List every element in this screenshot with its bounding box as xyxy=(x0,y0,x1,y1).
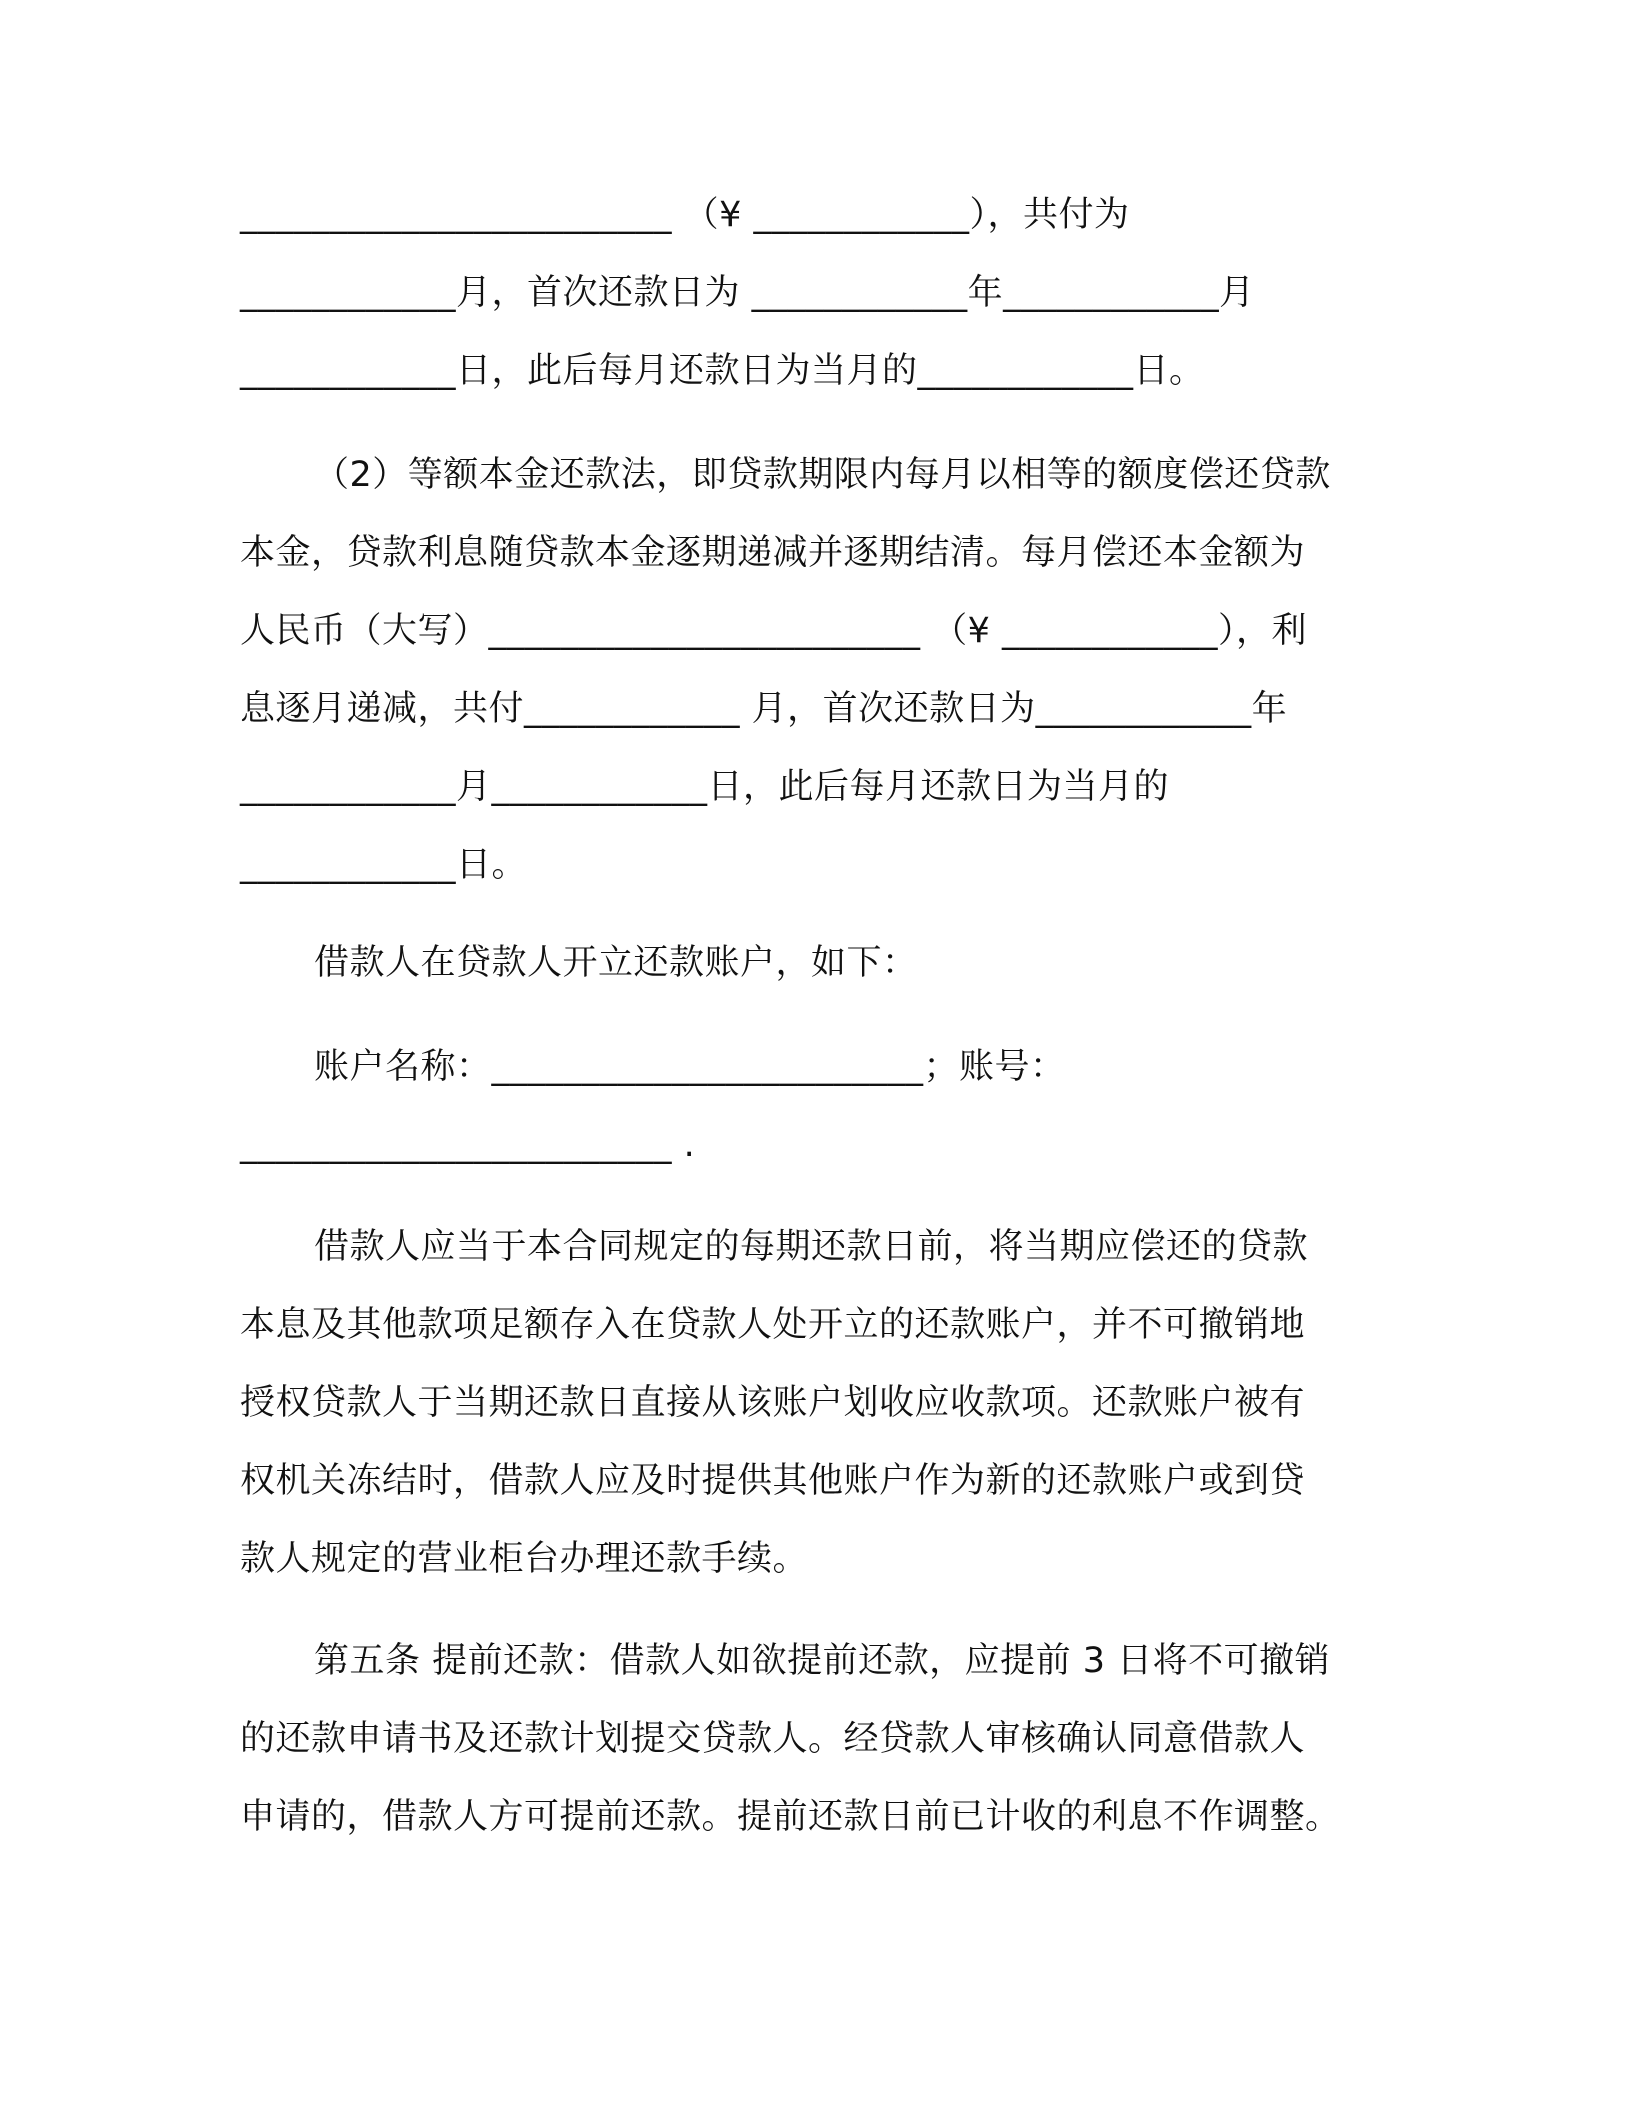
text-line: ____________日。 xyxy=(240,845,528,885)
text-line: ____________月，首次还款日为 ____________年____________月 xyxy=(240,273,1255,313)
text-line: 借款人在贷款人开立还款账户，如下： xyxy=(314,943,918,983)
text-line: 权机关冻结时，借款人应及时提供其他账户作为新的还款账户或到贷 xyxy=(240,1461,1306,1501)
text-line: （2）等额本金还款法，即贷款期限内每月以相等的额度偿还贷款 xyxy=(314,455,1331,495)
text-line: ____________月____________日，此后每月还款日为当月的 xyxy=(240,767,1170,807)
text-line: 息逐月递减，共付____________ 月，首次还款日为____________年 xyxy=(240,689,1288,729)
text-line: 第五条 提前还款：借款人如欲提前还款，应提前 3 日将不可撤销 xyxy=(314,1641,1331,1681)
text-line: 本息及其他款项足额存入在贷款人处开立的还款账户，并不可撤销地 xyxy=(240,1305,1306,1345)
text-line: 账户名称：________________________；账号： xyxy=(314,1047,1066,1087)
text-line: 的还款申请书及还款计划提交贷款人。经贷款人审核确认同意借款人 xyxy=(240,1719,1306,1759)
text-line: 授权贷款人于当期还款日直接从该账户划收应收款项。还款账户被有 xyxy=(240,1383,1306,1423)
text-line: 人民币（大写）________________________ （¥ ____________），利 xyxy=(240,611,1308,651)
text-line: ________________________ （¥ ____________），共付为 xyxy=(240,195,1130,235)
text-line: 本金，贷款利息随贷款本金逐期递减并逐期结清。每月偿还本金额为 xyxy=(240,533,1306,573)
text-line: ____________日，此后每月还款日为当月的____________日。 xyxy=(240,351,1205,391)
text-line: ________________________ . xyxy=(240,1125,696,1165)
text-line: 款人规定的营业柜台办理还款手续。 xyxy=(240,1539,809,1579)
text-line: 申请的，借款人方可提前还款。提前还款日前已计收的利息不作调整。 xyxy=(240,1797,1341,1837)
text-line: 借款人应当于本合同规定的每期还款日前，将当期应偿还的贷款 xyxy=(314,1227,1309,1267)
